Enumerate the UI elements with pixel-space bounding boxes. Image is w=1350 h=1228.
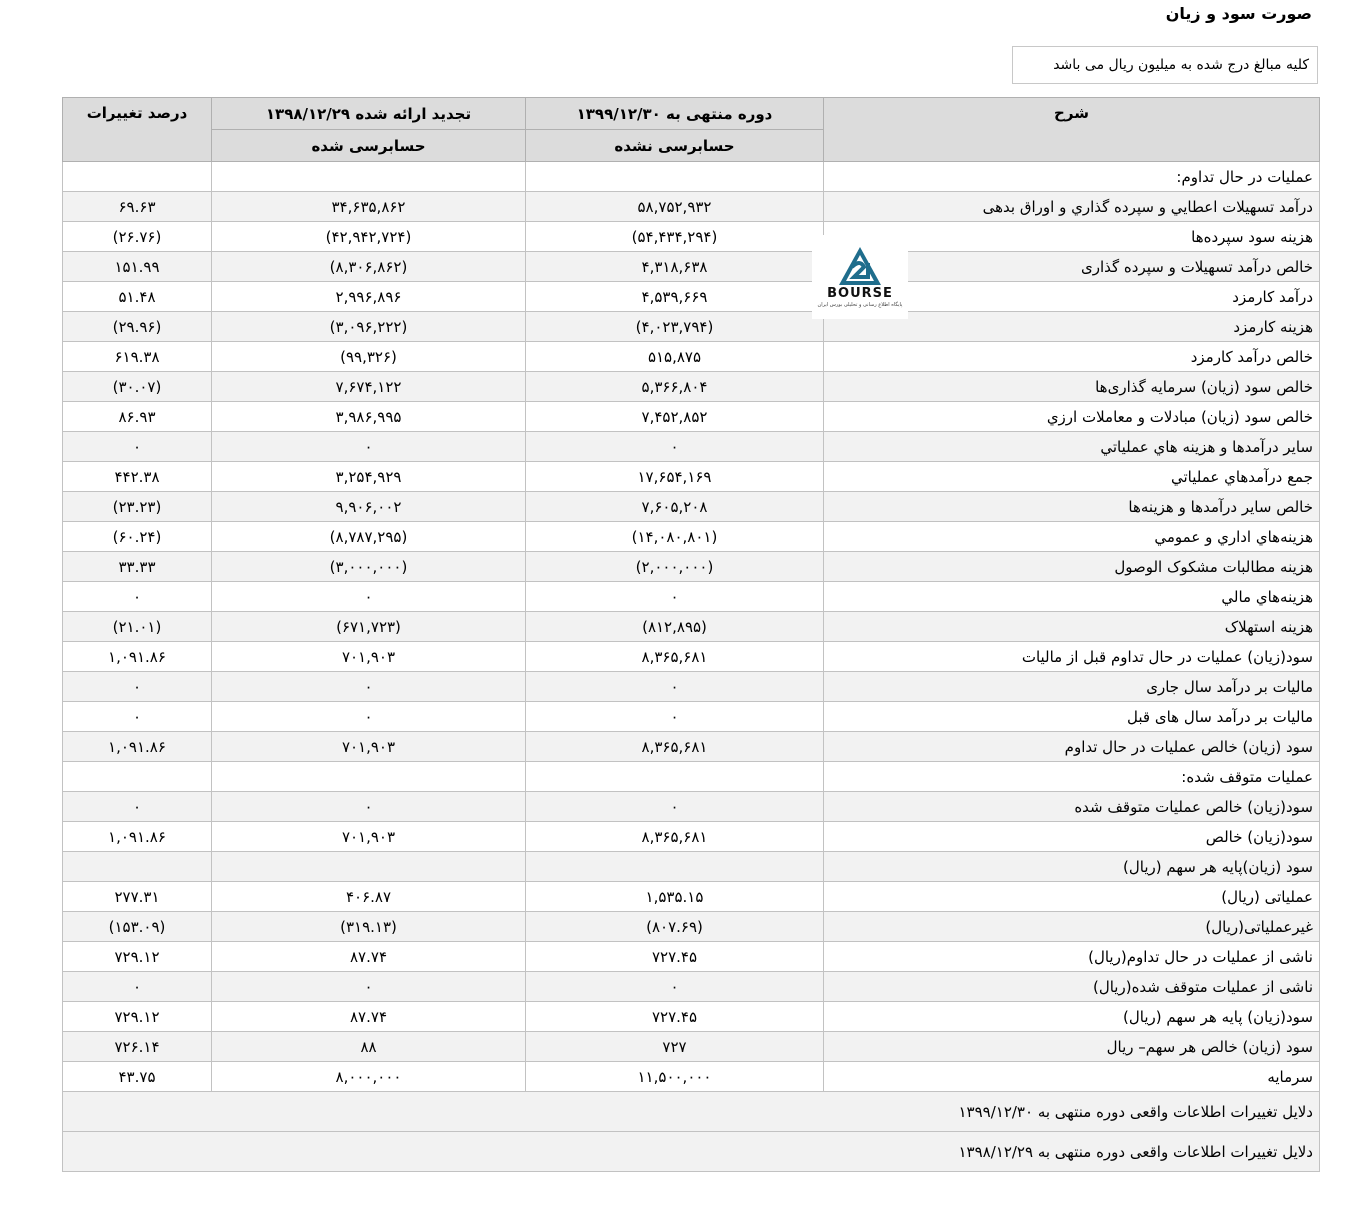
- table-row: [63, 432, 1320, 462]
- row-change-percent-cell: ۴۳.۷۵: [63, 1062, 212, 1092]
- row-previous-value-cell: ۸۷.۷۴: [212, 942, 526, 972]
- reason-row: [63, 1092, 1320, 1132]
- row-previous-value-cell: ۰: [212, 432, 526, 462]
- row-previous-value-cell: [212, 762, 526, 792]
- row-change-percent-cell: ۰: [63, 672, 212, 702]
- logo-brand-text: BOURSE: [827, 286, 893, 301]
- row-previous-value-cell: ۷۰۱,۹۰۳: [212, 822, 526, 852]
- row-change-percent-cell: ۷۲۶.۱۴: [63, 1032, 212, 1062]
- row-description-cell: هزینه کارمزد: [824, 312, 1320, 342]
- row-change-percent-cell: ۷۲۹.۱۲: [63, 1002, 212, 1032]
- column-header-description: شرح: [824, 98, 1320, 162]
- row-change-percent-cell: ۰: [63, 702, 212, 732]
- bourse-logo: [812, 235, 908, 319]
- row-change-percent-cell: [63, 852, 212, 882]
- row-previous-value-cell: (۳,۰۰۰,۰۰۰): [212, 552, 526, 582]
- row-description-cell: خالص سایر درآمدها و هزینه‌ها: [824, 492, 1320, 522]
- row-current-value-cell: ۷,۶۰۵,۲۰۸: [526, 492, 824, 522]
- page-title: صورت سود و زیان: [1165, 4, 1312, 23]
- row-current-value-cell: ۷,۴۵۲,۸۵۲: [526, 402, 824, 432]
- table-row: [63, 942, 1320, 972]
- row-current-value-cell: ۰: [526, 972, 824, 1002]
- row-description-cell: خالص درآمد کارمزد: [824, 342, 1320, 372]
- column-header-current-period: دوره منتهی به ۱۳۹۹/۱۲/۳۰: [526, 98, 824, 130]
- row-change-percent-cell: ۵۱.۴۸: [63, 282, 212, 312]
- row-description-cell: سود (زیان)پایه هر سهم (ریال): [824, 852, 1320, 882]
- row-description-cell: درآمد تسهیلات اعطایي و سپرده گذاري و اوراق بدهی: [824, 192, 1320, 222]
- row-current-value-cell: ۰: [526, 792, 824, 822]
- row-change-percent-cell: ۴۴۲.۳۸: [63, 462, 212, 492]
- row-change-percent-cell: (۲۹.۹۶): [63, 312, 212, 342]
- row-change-percent-cell: ۲۷۷.۳۱: [63, 882, 212, 912]
- table-row: [63, 282, 1320, 312]
- row-previous-value-cell: ۸۷.۷۴: [212, 1002, 526, 1032]
- table-row: [63, 642, 1320, 672]
- row-change-percent-cell: ۰: [63, 582, 212, 612]
- row-current-value-cell: ۸,۳۶۵,۶۸۱: [526, 822, 824, 852]
- row-change-percent-cell: ۱,۰۹۱.۸۶: [63, 822, 212, 852]
- row-change-percent-cell: ۰: [63, 972, 212, 1002]
- table-row: [63, 492, 1320, 522]
- row-change-percent-cell: ۷۲۹.۱۲: [63, 942, 212, 972]
- table-row: [63, 882, 1320, 912]
- row-current-value-cell: ۷۲۷.۴۵: [526, 1002, 824, 1032]
- row-previous-value-cell: [212, 852, 526, 882]
- row-previous-value-cell: ۳,۹۸۶,۹۹۵: [212, 402, 526, 432]
- row-current-value-cell: [526, 852, 824, 882]
- table-body: [63, 162, 1320, 1172]
- row-previous-value-cell: (۳۱۹.۱۳): [212, 912, 526, 942]
- row-current-value-cell: ۰: [526, 432, 824, 462]
- row-current-value-cell: ۱,۵۳۵.۱۵: [526, 882, 824, 912]
- row-description-cell: سود (زیان) خالص هر سهم– ریال: [824, 1032, 1320, 1062]
- row-previous-value-cell: (۸,۳۰۶,۸۶۲): [212, 252, 526, 282]
- row-description-cell: هزینه‌هاي مالي: [824, 582, 1320, 612]
- reason-text: دلایل تغییرات اطلاعات واقعی دوره منتهی به ۱۳۹۹/۱۲/۳۰: [63, 1092, 1320, 1132]
- row-description-cell: سود(زیان) خالص عملیات متوقف شده: [824, 792, 1320, 822]
- row-previous-value-cell: ۳,۲۵۴,۹۲۹: [212, 462, 526, 492]
- row-current-value-cell: ۰: [526, 582, 824, 612]
- reason-text: دلایل تغییرات اطلاعات واقعی دوره منتهی به ۱۳۹۸/۱۲/۲۹: [63, 1132, 1320, 1172]
- row-previous-value-cell: (۳,۰۹۶,۲۲۲): [212, 312, 526, 342]
- unit-note: کلیه مبالغ درج شده به میلیون ریال می باشد: [1012, 46, 1318, 84]
- column-header-change-percent: درصد تغییرات: [63, 98, 212, 162]
- row-description-cell: هزینه‌هاي اداري و عمومي: [824, 522, 1320, 552]
- table-row: [63, 912, 1320, 942]
- row-current-value-cell: ۸,۳۶۵,۶۸۱: [526, 732, 824, 762]
- row-previous-value-cell: ۴۰۶.۸۷: [212, 882, 526, 912]
- row-previous-value-cell: [212, 162, 526, 192]
- table-row: [63, 582, 1320, 612]
- table-row: [63, 612, 1320, 642]
- row-current-value-cell: ۰: [526, 702, 824, 732]
- row-change-percent-cell: ۳۳.۳۳: [63, 552, 212, 582]
- row-previous-value-cell: ۷۰۱,۹۰۳: [212, 732, 526, 762]
- table-row: [63, 822, 1320, 852]
- row-current-value-cell: (۸۰۷.۶۹): [526, 912, 824, 942]
- row-previous-value-cell: ۰: [212, 972, 526, 1002]
- row-change-percent-cell: ۶۹.۶۳: [63, 192, 212, 222]
- row-change-percent-cell: [63, 762, 212, 792]
- reason-row: [63, 1132, 1320, 1172]
- table-row: [63, 162, 1320, 192]
- table-row: [63, 252, 1320, 282]
- row-change-percent-cell: ۰: [63, 432, 212, 462]
- table-row: [63, 372, 1320, 402]
- row-current-value-cell: (۴,۰۲۳,۷۹۴): [526, 312, 824, 342]
- table-row: [63, 1002, 1320, 1032]
- row-current-value-cell: (۵۴,۴۳۴,۲۹۴): [526, 222, 824, 252]
- row-description-cell: عملیات متوقف شده:: [824, 762, 1320, 792]
- row-current-value-cell: ۵۱۵,۸۷۵: [526, 342, 824, 372]
- table-row: [63, 522, 1320, 552]
- row-current-value-cell: ۱۱,۵۰۰,۰۰۰: [526, 1062, 824, 1092]
- income-statement-table: [62, 97, 1320, 1172]
- logo-tagline: پایگاه اطلاع رسانی و تحلیلی بورس ایران: [817, 302, 903, 308]
- row-current-value-cell: ۵,۳۶۶,۸۰۴: [526, 372, 824, 402]
- row-change-percent-cell: ۱,۰۹۱.۸۶: [63, 642, 212, 672]
- row-previous-value-cell: ۷۰۱,۹۰۳: [212, 642, 526, 672]
- row-previous-value-cell: ۰: [212, 672, 526, 702]
- table-row: [63, 972, 1320, 1002]
- row-description-cell: عملیاتی (ریال): [824, 882, 1320, 912]
- row-previous-value-cell: ۰: [212, 792, 526, 822]
- table-row: [63, 192, 1320, 222]
- row-change-percent-cell: ۰: [63, 792, 212, 822]
- row-change-percent-cell: (۱۵۳.۰۹): [63, 912, 212, 942]
- row-change-percent-cell: (۲۶.۷۶): [63, 222, 212, 252]
- row-previous-value-cell: (۹۹,۳۲۶): [212, 342, 526, 372]
- table-row: [63, 672, 1320, 702]
- row-description-cell: سایر درآمدها و هزینه هاي عملیاتي: [824, 432, 1320, 462]
- row-description-cell: سرمایه: [824, 1062, 1320, 1092]
- table-row: [63, 342, 1320, 372]
- row-current-value-cell: [526, 762, 824, 792]
- table-row: [63, 312, 1320, 342]
- row-description-cell: سود (زیان) خالص عملیات در حال تداوم: [824, 732, 1320, 762]
- row-current-value-cell: ۸,۳۶۵,۶۸۱: [526, 642, 824, 672]
- row-previous-value-cell: ۰: [212, 582, 526, 612]
- row-change-percent-cell: ۸۶.۹۳: [63, 402, 212, 432]
- column-header-previous-period: تجدید ارائه شده ۱۳۹۸/۱۲/۲۹: [212, 98, 526, 130]
- row-current-value-cell: (۱۴,۰۸۰,۸۰۱): [526, 522, 824, 552]
- row-current-value-cell: ۴,۵۳۹,۶۶۹: [526, 282, 824, 312]
- row-description-cell: ناشی از عملیات متوقف شده(ریال): [824, 972, 1320, 1002]
- row-description-cell: هزینه سود سپرده‌ها: [824, 222, 1320, 252]
- row-previous-value-cell: ۷,۶۷۴,۱۲۲: [212, 372, 526, 402]
- row-change-percent-cell: ۱۵۱.۹۹: [63, 252, 212, 282]
- row-previous-value-cell: (۴۲,۹۴۲,۷۲۴): [212, 222, 526, 252]
- row-description-cell: خالص درآمد تسهیلات و سپرده گذاری: [824, 252, 1320, 282]
- row-current-value-cell: (۸۱۲,۸۹۵): [526, 612, 824, 642]
- row-description-cell: سود(زیان) پایه هر سهم (ریال): [824, 1002, 1320, 1032]
- table-row: [63, 762, 1320, 792]
- table-row: [63, 552, 1320, 582]
- row-description-cell: هزینه مطالبات مشکوک الوصول: [824, 552, 1320, 582]
- row-current-value-cell: ۷۲۷.۴۵: [526, 942, 824, 972]
- table-row: [63, 222, 1320, 252]
- row-description-cell: خالص سود (زیان) مبادلات و معاملات ارزي: [824, 402, 1320, 432]
- table-row: [63, 852, 1320, 882]
- table-row: [63, 702, 1320, 732]
- row-description-cell: ناشی از عملیات در حال تداوم(ریال): [824, 942, 1320, 972]
- row-description-cell: مالیات بر درآمد سال های قبل: [824, 702, 1320, 732]
- row-previous-value-cell: ۳۴,۶۳۵,۸۶۲: [212, 192, 526, 222]
- bourse-logo-icon: [837, 245, 883, 287]
- table-row: [63, 1062, 1320, 1092]
- row-description-cell: سود(زیان) عملیات در حال تداوم قبل از مالیات: [824, 642, 1320, 672]
- row-current-value-cell: [526, 162, 824, 192]
- table-row: [63, 402, 1320, 432]
- row-description-cell: جمع درآمدهاي عملیاتي: [824, 462, 1320, 492]
- row-current-value-cell: (۲,۰۰۰,۰۰۰): [526, 552, 824, 582]
- row-description-cell: سود(زیان) خالص: [824, 822, 1320, 852]
- row-description-cell: هزینه استهلاک: [824, 612, 1320, 642]
- table-row: [63, 1032, 1320, 1062]
- row-current-value-cell: ۴,۳۱۸,۶۳۸: [526, 252, 824, 282]
- row-previous-value-cell: ۰: [212, 702, 526, 732]
- row-description-cell: غیرعملیاتی(ریال): [824, 912, 1320, 942]
- row-previous-value-cell: (۸,۷۸۷,۲۹۵): [212, 522, 526, 552]
- column-subheader-current-status: حسابرسی نشده: [526, 130, 824, 162]
- row-current-value-cell: ۷۲۷: [526, 1032, 824, 1062]
- row-change-percent-cell: [63, 162, 212, 192]
- row-change-percent-cell: (۳۰.۰۷): [63, 372, 212, 402]
- row-previous-value-cell: (۶۷۱,۷۲۳): [212, 612, 526, 642]
- row-previous-value-cell: ۹,۹۰۶,۰۰۲: [212, 492, 526, 522]
- row-current-value-cell: ۵۸,۷۵۲,۹۳۲: [526, 192, 824, 222]
- row-change-percent-cell: (۲۳.۲۳): [63, 492, 212, 522]
- row-previous-value-cell: ۲,۹۹۶,۸۹۶: [212, 282, 526, 312]
- row-description-cell: درآمد کارمزد: [824, 282, 1320, 312]
- row-current-value-cell: ۱۷,۶۵۴,۱۶۹: [526, 462, 824, 492]
- row-previous-value-cell: ۸۸: [212, 1032, 526, 1062]
- table-row: [63, 792, 1320, 822]
- row-current-value-cell: ۰: [526, 672, 824, 702]
- row-change-percent-cell: ۱,۰۹۱.۸۶: [63, 732, 212, 762]
- row-change-percent-cell: ۶۱۹.۳۸: [63, 342, 212, 372]
- row-change-percent-cell: (۲۱.۰۱): [63, 612, 212, 642]
- column-subheader-previous-status: حسابرسی شده: [212, 130, 526, 162]
- row-description-cell: مالیات بر درآمد سال جاری: [824, 672, 1320, 702]
- table-row: [63, 462, 1320, 492]
- row-previous-value-cell: ۸,۰۰۰,۰۰۰: [212, 1062, 526, 1092]
- row-change-percent-cell: (۶۰.۲۴): [63, 522, 212, 552]
- table-row: [63, 732, 1320, 762]
- row-description-cell: خالص سود (زیان) سرمایه گذاری‌ها: [824, 372, 1320, 402]
- row-description-cell: عملیات در حال تداوم:: [824, 162, 1320, 192]
